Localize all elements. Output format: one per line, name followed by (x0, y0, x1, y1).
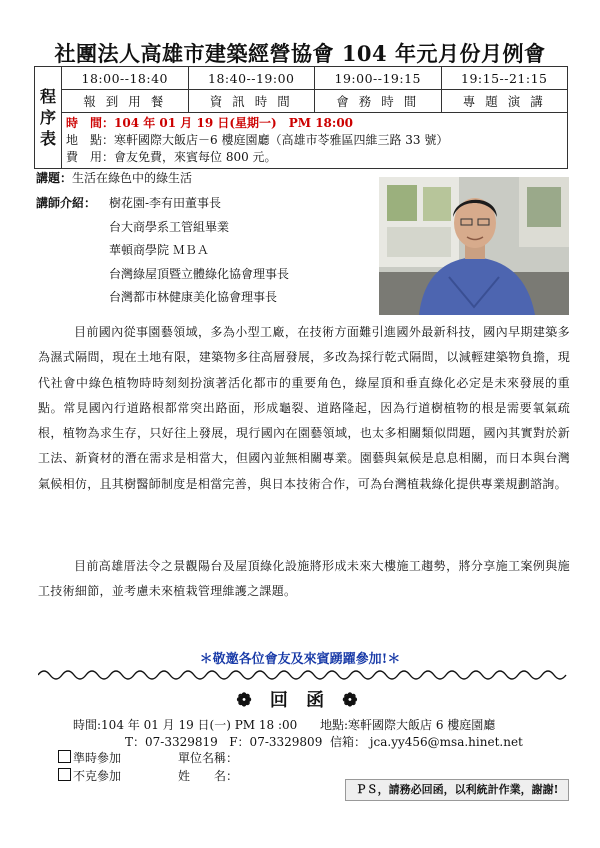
page-title: 社團法人高雄市建築經營協會 104 年元月份月例會 (54, 41, 546, 66)
reply-contact (125, 733, 523, 750)
slot-label: 報 到 用 餐 (62, 90, 189, 113)
speaker-line: 華頓商學院 ＭＢＡ (109, 243, 209, 257)
speaker-line: 台灣都市林健康美化協會理事長 (109, 290, 278, 304)
lecture-topic: 講題：生活在綠色中的綠生活 (36, 171, 193, 185)
event-place: 地 點：寒軒國際大飯店－6 樓庭園廳（高雄市苓雅區四維三路 33 號） (66, 133, 449, 147)
attend-option[interactable]: 準時參加 (58, 749, 121, 766)
reply-title: ❁ 回 函 ❁ (236, 690, 364, 711)
reply-time: 時間:104 年 01 月 19 日(一) PM 18 :00 (73, 718, 298, 732)
speaker-intro (36, 192, 289, 310)
attend-checkbox[interactable] (58, 750, 71, 763)
ornament-divider (38, 668, 568, 682)
slot-label: 會 務 時 間 (315, 90, 442, 113)
unit-name-field[interactable]: 單位名稱： (178, 751, 239, 765)
slot-time: 18:00--18:40 (62, 67, 189, 90)
speaker-label: 講師介紹： (36, 196, 97, 210)
invitation-text: ＊敬邀各位會友及來賓踴躍參加!＊ (199, 652, 401, 667)
reply-email: 信箱： jca.yy456@msa.hinet.net (329, 735, 523, 749)
slot-label: 資 訊 時 間 (188, 90, 315, 113)
name-field[interactable]: 姓 名： (178, 769, 239, 783)
ps-note: ＰＳ，請務必回函，以利統計作業，謝謝! (345, 779, 569, 801)
speaker-line: 樹花園-李有田董事長 (109, 196, 222, 210)
speaker-line: 台大商學系工管組畢業 (109, 219, 230, 234)
absent-option[interactable]: 不克參加 (58, 767, 121, 784)
event-info (62, 113, 568, 169)
slot-time: 19:15--21:15 (441, 67, 568, 90)
reply-fax: F：07-3329809 (229, 735, 323, 749)
reply-tel: T：07-3329819 (125, 735, 218, 749)
slot-label: 專 題 演 講 (441, 90, 568, 113)
speaker-line: 台灣綠屋頂暨立體綠化協會理事長 (109, 266, 290, 281)
schedule-side-label: 程 序 表 (35, 67, 62, 169)
speaker-photo (379, 177, 569, 315)
slot-time: 19:00--19:15 (315, 67, 442, 90)
reply-place: 地點:寒軒國際大飯店 6 樓庭園廳 (320, 718, 496, 732)
body-paragraph: 目前高雄厝法令之景觀陽台及屋頂綠化設施將形成未來大樓施工趨勢，將分享施工案例與施工技術細節，並考慮未來植栽管理維護之課題。 (38, 559, 570, 599)
event-fee: 費 用：會友免費，來賓每位 800 元。 (66, 150, 277, 164)
body-paragraph: 目前國內從事園藝領域，多為小型工廠，在技術方面難引進國外最新科技，國內早期建築多為濕式隔間，現在土地有限，建築物多往高層發展，多改為採行乾式隔間，以減輕建築物負擔，現代社會中綠色植物時時刻刻扮演著活化都市的重要角色，綠屋頂和垂直綠化必定是未來發展的重點。常見國內行道路根都常突出路面，形成龜裂、道路隆起，因為行道樹植物的根是需要氧氣疏根，植物為求生存，只好往上發展，現行國內在園藝領域，也太多相關類似問題，國內其實對於新工法、新資材的潛在需求是相當大，但國內並無相關專業。園藝與氣候是息息相關，而日本與台灣氣候相仿，且其樹醫師制度是相當完善，與日本技術合作，可為台灣植栽綠化提供專業規劃諮詢。 (38, 325, 570, 491)
absent-checkbox[interactable] (58, 768, 71, 781)
slot-time: 18:40--19:00 (188, 67, 315, 90)
event-time: 時 間：104 年 01 月 19 日(星期一) PM 18:00 (66, 116, 354, 130)
schedule-table (34, 66, 568, 169)
